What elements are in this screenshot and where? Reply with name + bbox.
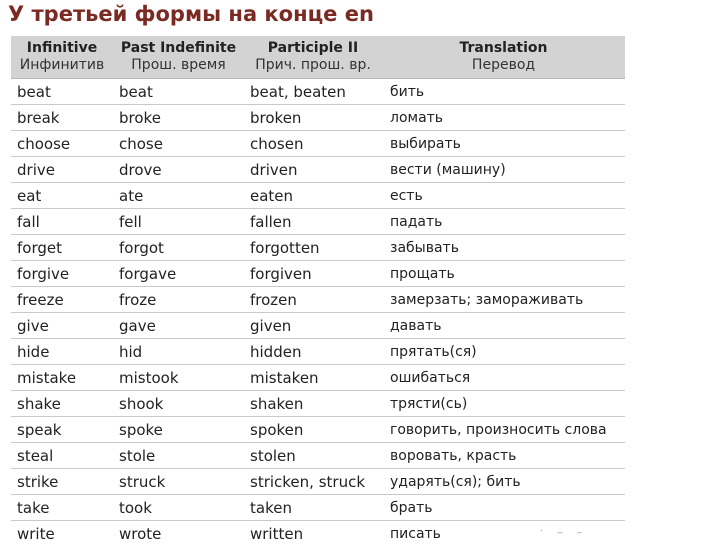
table-row	[11, 235, 625, 261]
translation-cell: вести (машину)	[382, 157, 625, 183]
participle-cell: taken	[244, 495, 382, 521]
table-row	[11, 391, 625, 417]
translation-cell: говорить, произносить слова	[382, 417, 625, 443]
past-cell: wrote	[113, 521, 244, 546]
infinitive-cell: choose	[11, 131, 113, 157]
header-participle-ru: Прич. прош. вр.	[244, 57, 382, 74]
past-cell: struck	[113, 469, 244, 495]
table-row	[11, 365, 625, 391]
translation-cell: бить	[382, 79, 625, 105]
page-title: У третьей формы на конце en	[8, 2, 374, 26]
past-cell: drove	[113, 157, 244, 183]
past-cell: chose	[113, 131, 244, 157]
translation-cell: ошибаться	[382, 365, 625, 391]
participle-cell: mistaken	[244, 365, 382, 391]
infinitive-cell: give	[11, 313, 113, 339]
table-row	[11, 417, 625, 443]
decorative-specks: . _ _	[540, 524, 588, 534]
participle-cell: forgiven	[244, 261, 382, 287]
participle-cell: chosen	[244, 131, 382, 157]
infinitive-cell: forgive	[11, 261, 113, 287]
header-participle-en: Participle II	[268, 40, 358, 56]
participle-cell: hidden	[244, 339, 382, 365]
past-cell: ate	[113, 183, 244, 209]
header-infinitive-ru: Инфинитив	[11, 57, 113, 74]
header-past	[113, 36, 244, 79]
past-cell: mistook	[113, 365, 244, 391]
infinitive-cell: mistake	[11, 365, 113, 391]
translation-cell: брать	[382, 495, 625, 521]
table-row	[11, 521, 625, 546]
infinitive-cell: take	[11, 495, 113, 521]
past-cell: fell	[113, 209, 244, 235]
translation-cell: давать	[382, 313, 625, 339]
participle-cell: fallen	[244, 209, 382, 235]
translation-cell: замерзать; замораживать	[382, 287, 625, 313]
infinitive-cell: shake	[11, 391, 113, 417]
header-past-en: Past Indefinite	[121, 40, 236, 56]
translation-cell: прощать	[382, 261, 625, 287]
translation-cell: писать	[382, 521, 625, 546]
verb-table-container	[11, 36, 625, 546]
header-infinitive-en: Infinitive	[27, 40, 97, 56]
infinitive-cell: break	[11, 105, 113, 131]
participle-cell: broken	[244, 105, 382, 131]
table-row	[11, 339, 625, 365]
table-header	[11, 36, 625, 79]
past-cell: took	[113, 495, 244, 521]
header-participle	[244, 36, 382, 79]
past-cell: beat	[113, 79, 244, 105]
past-cell: hid	[113, 339, 244, 365]
table-row	[11, 313, 625, 339]
infinitive-cell: freeze	[11, 287, 113, 313]
table-row	[11, 131, 625, 157]
translation-cell: ударять(ся); бить	[382, 469, 625, 495]
infinitive-cell: forget	[11, 235, 113, 261]
past-cell: broke	[113, 105, 244, 131]
translation-cell: трясти(сь)	[382, 391, 625, 417]
past-cell: spoke	[113, 417, 244, 443]
table-body	[11, 79, 625, 546]
past-cell: gave	[113, 313, 244, 339]
table-row	[11, 495, 625, 521]
table-row	[11, 443, 625, 469]
translation-cell: падать	[382, 209, 625, 235]
infinitive-cell: hide	[11, 339, 113, 365]
table-row	[11, 79, 625, 105]
translation-cell: ломать	[382, 105, 625, 131]
translation-cell: забывать	[382, 235, 625, 261]
infinitive-cell: steal	[11, 443, 113, 469]
past-cell: froze	[113, 287, 244, 313]
table-row	[11, 183, 625, 209]
infinitive-cell: write	[11, 521, 113, 546]
participle-cell: shaken	[244, 391, 382, 417]
infinitive-cell: drive	[11, 157, 113, 183]
irregular-verbs-table	[11, 36, 625, 546]
translation-cell: выбирать	[382, 131, 625, 157]
participle-cell: stricken, struck	[244, 469, 382, 495]
translation-cell: есть	[382, 183, 625, 209]
table-row	[11, 287, 625, 313]
table-row	[11, 209, 625, 235]
header-past-ru: Прош. время	[113, 57, 244, 74]
header-translation-en: Translation	[460, 40, 548, 56]
participle-cell: frozen	[244, 287, 382, 313]
table-row	[11, 157, 625, 183]
past-cell: forgot	[113, 235, 244, 261]
table-row	[11, 469, 625, 495]
participle-cell: given	[244, 313, 382, 339]
header-translation	[382, 36, 625, 79]
participle-cell: written	[244, 521, 382, 546]
participle-cell: forgotten	[244, 235, 382, 261]
translation-cell: воровать, красть	[382, 443, 625, 469]
participle-cell: beat, beaten	[244, 79, 382, 105]
participle-cell: stolen	[244, 443, 382, 469]
infinitive-cell: eat	[11, 183, 113, 209]
header-translation-ru: Перевод	[382, 57, 625, 74]
infinitive-cell: speak	[11, 417, 113, 443]
table-row	[11, 105, 625, 131]
past-cell: shook	[113, 391, 244, 417]
participle-cell: driven	[244, 157, 382, 183]
participle-cell: eaten	[244, 183, 382, 209]
past-cell: forgave	[113, 261, 244, 287]
table-row	[11, 261, 625, 287]
translation-cell: прятать(ся)	[382, 339, 625, 365]
infinitive-cell: fall	[11, 209, 113, 235]
header-row	[11, 36, 625, 79]
header-infinitive	[11, 36, 113, 79]
participle-cell: spoken	[244, 417, 382, 443]
infinitive-cell: beat	[11, 79, 113, 105]
past-cell: stole	[113, 443, 244, 469]
infinitive-cell: strike	[11, 469, 113, 495]
